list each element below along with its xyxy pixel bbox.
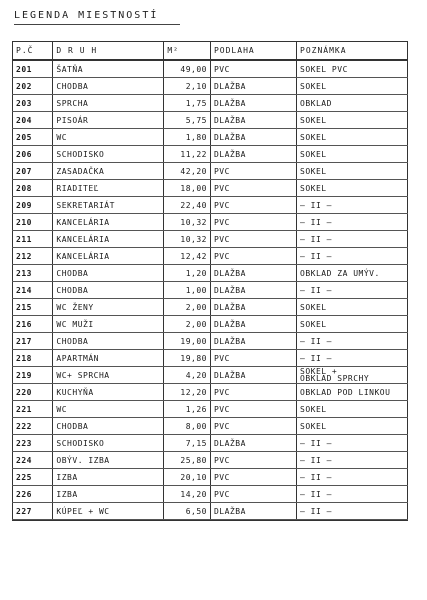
room-area: 12,42 (164, 248, 211, 265)
room-type: IZBA (53, 486, 164, 503)
room-area: 1,75 (164, 95, 211, 112)
table-row (13, 265, 408, 282)
room-type: KANCELÁRIA (53, 248, 164, 265)
table-row (13, 435, 408, 452)
room-number: 217 (13, 333, 53, 350)
room-legend-table (12, 41, 408, 521)
room-type: SCHODISKO (53, 435, 164, 452)
room-type: CHODBA (53, 333, 164, 350)
room-number: 210 (13, 214, 53, 231)
empty-cell (13, 520, 53, 521)
room-number: 207 (13, 163, 53, 180)
room-floor: DLAŽBA (210, 95, 296, 112)
room-area: 14,20 (164, 486, 211, 503)
room-area: 12,20 (164, 384, 211, 401)
room-floor: DLAŽBA (210, 112, 296, 129)
room-number: 226 (13, 486, 53, 503)
room-area: 22,40 (164, 197, 211, 214)
room-number: 201 (13, 60, 53, 78)
room-note: — II — (297, 333, 408, 350)
header-number: P.Č (13, 42, 53, 61)
table-row (13, 367, 408, 384)
room-area: 6,50 (164, 503, 211, 520)
room-floor: PVC (210, 350, 296, 367)
room-floor: DLAŽBA (210, 333, 296, 350)
table-row (13, 214, 408, 231)
room-floor: PVC (210, 60, 296, 78)
room-type: IZBA (53, 469, 164, 486)
room-note: — II — (297, 452, 408, 469)
room-number: 216 (13, 316, 53, 333)
room-number: 215 (13, 299, 53, 316)
room-type: KANCELÁRIA (53, 231, 164, 248)
table-row (13, 197, 408, 214)
room-area: 8,00 (164, 418, 211, 435)
room-floor: PVC (210, 214, 296, 231)
room-note: — II — (297, 248, 408, 265)
room-number: 205 (13, 129, 53, 146)
table-filler-row (13, 520, 408, 521)
room-floor: DLAŽBA (210, 316, 296, 333)
room-number: 227 (13, 503, 53, 520)
room-area: 20,10 (164, 469, 211, 486)
table-row (13, 299, 408, 316)
room-note: — II — (297, 350, 408, 367)
room-area: 10,32 (164, 231, 211, 248)
header-floor: PODLAHA (210, 42, 296, 61)
table-row (13, 95, 408, 112)
room-floor: PVC (210, 197, 296, 214)
room-note: — II — (297, 231, 408, 248)
room-type: SCHODISKO (53, 146, 164, 163)
room-note: — II — (297, 435, 408, 452)
empty-cell (297, 520, 408, 521)
room-note: SOKEL (297, 299, 408, 316)
table-row (13, 486, 408, 503)
room-note: SOKEL (297, 163, 408, 180)
room-floor: PVC (210, 452, 296, 469)
header-note: POZNÁMKA (297, 42, 408, 61)
room-area: 1,26 (164, 401, 211, 418)
room-number: 223 (13, 435, 53, 452)
table-row (13, 452, 408, 469)
room-note: OBKLAD POD LINKOU (297, 384, 408, 401)
room-area: 19,00 (164, 333, 211, 350)
room-number: 206 (13, 146, 53, 163)
room-type: CHODBA (53, 78, 164, 95)
empty-cell (164, 520, 211, 521)
room-number: 224 (13, 452, 53, 469)
table-row (13, 129, 408, 146)
room-area: 25,80 (164, 452, 211, 469)
table-row (13, 350, 408, 367)
room-floor: DLAŽBA (210, 78, 296, 95)
room-floor: PVC (210, 469, 296, 486)
room-area: 2,00 (164, 316, 211, 333)
table-header-row (13, 42, 408, 61)
room-number: 220 (13, 384, 53, 401)
room-number: 211 (13, 231, 53, 248)
room-number: 213 (13, 265, 53, 282)
room-floor: DLAŽBA (210, 367, 296, 384)
room-number: 202 (13, 78, 53, 95)
room-type: KÚPEĽ + WC (53, 503, 164, 520)
room-area: 1,20 (164, 265, 211, 282)
room-note: SOKEL + OBKLAD SPRCHY (297, 367, 408, 384)
room-type: PISOÁR (53, 112, 164, 129)
room-type: CHODBA (53, 265, 164, 282)
table-row (13, 231, 408, 248)
table-row (13, 401, 408, 418)
room-area: 19,80 (164, 350, 211, 367)
room-area: 2,10 (164, 78, 211, 95)
room-type: ŠATŇA (53, 60, 164, 78)
room-number: 214 (13, 282, 53, 299)
room-number: 222 (13, 418, 53, 435)
room-note: — II — (297, 503, 408, 520)
room-area: 4,20 (164, 367, 211, 384)
room-note: SOKEL PVC (297, 60, 408, 78)
room-floor: PVC (210, 231, 296, 248)
room-type: CHODBA (53, 418, 164, 435)
table-row (13, 112, 408, 129)
room-number: 208 (13, 180, 53, 197)
room-area: 1,00 (164, 282, 211, 299)
room-area: 11,22 (164, 146, 211, 163)
table-row (13, 248, 408, 265)
room-note: SOKEL (297, 129, 408, 146)
room-type: KUCHYŇA (53, 384, 164, 401)
room-note: OBKLAD (297, 95, 408, 112)
room-floor: DLAŽBA (210, 435, 296, 452)
empty-cell (210, 520, 296, 521)
room-floor: PVC (210, 384, 296, 401)
table-row (13, 163, 408, 180)
room-type: CHODBA (53, 282, 164, 299)
room-note: OBKLAD ZA UMÝV. (297, 265, 408, 282)
table-row (13, 333, 408, 350)
room-floor: PVC (210, 180, 296, 197)
room-area: 18,00 (164, 180, 211, 197)
table-row (13, 78, 408, 95)
room-floor: PVC (210, 401, 296, 418)
room-type: SPRCHA (53, 95, 164, 112)
room-type: APARTMÁN (53, 350, 164, 367)
room-type: KANCELÁRIA (53, 214, 164, 231)
room-type: WC ŽENY (53, 299, 164, 316)
room-floor: DLAŽBA (210, 129, 296, 146)
document-title: LEGENDA MIESTNOSTÍ (14, 10, 159, 21)
empty-cell (53, 520, 164, 521)
room-note: — II — (297, 486, 408, 503)
room-type: ZASADAČKA (53, 163, 164, 180)
room-floor: DLAŽBA (210, 282, 296, 299)
room-type: OBÝV. IZBA (53, 452, 164, 469)
room-area: 1,80 (164, 129, 211, 146)
room-note: — II — (297, 197, 408, 214)
room-type: WC (53, 401, 164, 418)
table-row (13, 503, 408, 520)
room-number: 225 (13, 469, 53, 486)
room-area: 42,20 (164, 163, 211, 180)
room-floor: DLAŽBA (210, 503, 296, 520)
room-area: 5,75 (164, 112, 211, 129)
room-number: 212 (13, 248, 53, 265)
room-floor: PVC (210, 163, 296, 180)
title-underline (14, 24, 180, 25)
room-floor: DLAŽBA (210, 265, 296, 282)
room-type: WC MUŽI (53, 316, 164, 333)
table-row (13, 469, 408, 486)
room-floor: PVC (210, 248, 296, 265)
room-note: SOKEL (297, 146, 408, 163)
room-type: SEKRETARIÁT (53, 197, 164, 214)
room-note: SOKEL (297, 112, 408, 129)
room-area: 2,00 (164, 299, 211, 316)
room-floor: DLAŽBA (210, 299, 296, 316)
table-row (13, 180, 408, 197)
room-number: 219 (13, 367, 53, 384)
room-number: 204 (13, 112, 53, 129)
table-row (13, 384, 408, 401)
room-note: SOKEL (297, 78, 408, 95)
room-note: SOKEL (297, 180, 408, 197)
table-row (13, 146, 408, 163)
room-floor: DLAŽBA (210, 146, 296, 163)
room-type: WC+ SPRCHA (53, 367, 164, 384)
header-type: D R U H (53, 42, 164, 61)
room-area: 49,00 (164, 60, 211, 78)
room-note: SOKEL (297, 401, 408, 418)
table-row (13, 418, 408, 435)
table-row (13, 282, 408, 299)
room-number: 203 (13, 95, 53, 112)
room-type: WC (53, 129, 164, 146)
room-area: 10,32 (164, 214, 211, 231)
room-note: — II — (297, 469, 408, 486)
room-floor: PVC (210, 418, 296, 435)
room-number: 218 (13, 350, 53, 367)
table-row (13, 60, 408, 78)
room-note: — II — (297, 214, 408, 231)
room-number: 221 (13, 401, 53, 418)
room-note: SOKEL (297, 316, 408, 333)
room-note: — II — (297, 282, 408, 299)
table-row (13, 316, 408, 333)
room-note: SOKEL (297, 418, 408, 435)
room-floor: PVC (210, 486, 296, 503)
room-number: 209 (13, 197, 53, 214)
header-area: M² (164, 42, 211, 61)
room-area: 7,15 (164, 435, 211, 452)
room-type: RIADITEĽ (53, 180, 164, 197)
